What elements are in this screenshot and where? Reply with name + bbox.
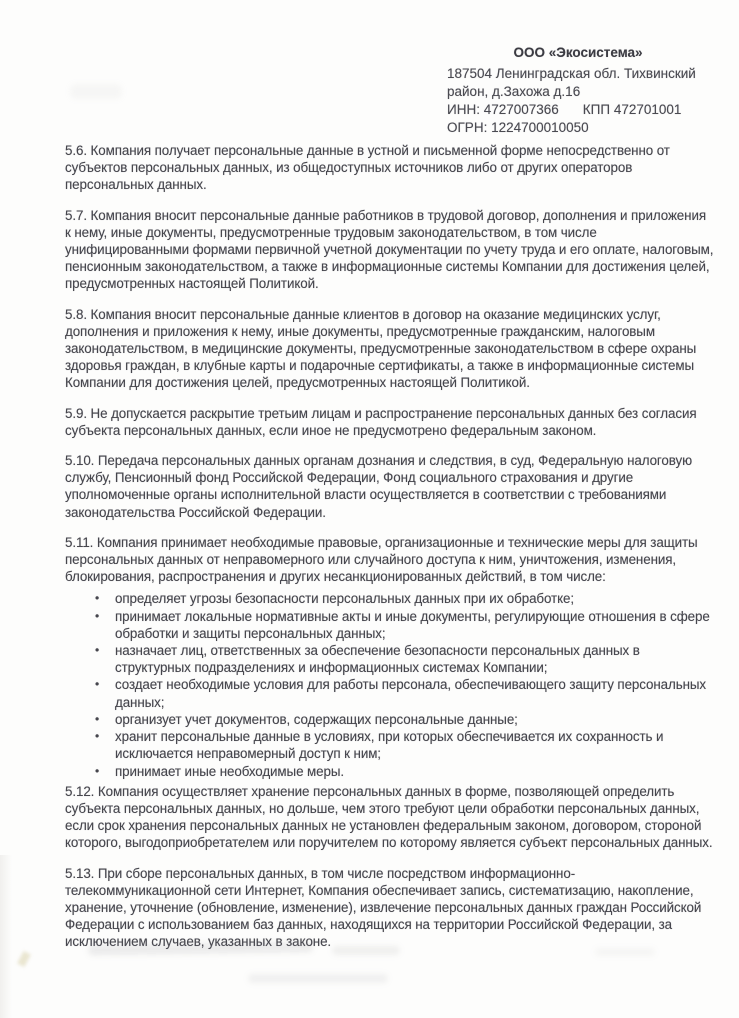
bullet-icon: • [95,677,100,692]
list-item [65,590,715,607]
company-inn: ИНН: 4727007366 [447,102,559,117]
protection-measures-list [65,590,715,779]
list-item [65,728,715,762]
scan-mark-artifact [17,951,31,967]
paragraph-5-13: 5.13. При сборе персональных данных, в том числе посредством информационно-телекоммуникационной сети Интернет, Компания обеспечивает запись, систематизацию, накопление, хранение, уточнение (обновление, изменение), извлечение персональных данных граждан Российской Федерации с использованием баз данных, находящихся на территории Российской Федерации, за исключением случаев, указанных в законе. [65,865,702,950]
list-item [65,763,715,780]
list-item [65,711,715,728]
bullet-icon: • [95,608,100,623]
company-inn-kpp-row [447,101,709,119]
list-item-text: организует учет документов, содержащих персональные данные; [115,711,518,727]
paragraph-5-10: 5.10. Передача персональных данных органам дознания и следствия, в суд, Федеральную налоговую службу, Пенсионный фонд Российской Федерации, Фонд социального страхования и другие уполномоченные органы исполнительной власти осуществляется в соответствии с требованиями законодательства Российской Федерации. [65,453,693,520]
scan-smudge-artifact [70,84,122,99]
scan-edge-shadow [0,855,12,1018]
list-item [65,676,715,710]
paragraph-5-12: 5.12. Компания осуществляет хранение персональных данных в форме, позволяющей определить субъекта персональных данных, но дольше, чем этого требуют цели обработки персональных данных, если срок хранения персональных данных не установлен федеральным законом, договором, стороной которого, выгодоприобретателем или поручителем по которому является субъект персональных данных. [65,783,713,851]
list-item [65,608,715,642]
bullet-icon: • [95,643,100,658]
paragraph-5-6: 5.6. Компания получает персональные данные в устной и письменной форме непосредственно от субъектов персональных данных, из общедоступных источников либо от других операторов персональных данных. [65,143,670,193]
list-item [65,642,715,676]
paragraph-5-7: 5.7. Компания вносит персональные данные работников в трудовой договор, дополнения и приложения к нему, иные документы, предусмотренные трудовым законодательством, в том числе унифицированными формами первичной учетной документации по учету труда и его оплате, налоговым, пенсионным законодательством, а также в информационные системы Компании для достижения целей, предусмотренных настоящей Политикой. [65,207,714,292]
company-kpp: КПП 472701001 [582,102,682,117]
bullet-icon: • [95,729,100,744]
bullet-icon: • [95,591,100,606]
list-item-text: создает необходимые условия для работы персонала, обеспечивающего защиту персональных данных; [115,677,707,710]
bullet-icon: • [95,763,100,778]
list-item-text: определяет угрозы безопасности персональных данных при их обработке; [115,591,574,607]
paragraph-5-9: 5.9. Не допускается раскрытие третьим лицам и распространение персональных данных без согласия субъекта персональных данных, если иное не предусмотрено федеральным законом. [65,405,697,438]
company-ogrn: ОГРН: 1224700010050 [447,120,589,135]
list-item-text: принимает локальные нормативные акты и иные документы, регулирующие отношения в сфере обработки и защиты персональных данных; [115,608,710,641]
list-item-text: хранит персональные данные в условиях, при которых обеспечивается их сохранность и исключается неправомерный доступ к ним; [115,729,664,762]
company-address-line2: район, д.Захожа д.16 [447,84,581,99]
company-header [447,44,709,137]
list-item-text: принимает иные необходимые меры. [115,763,344,779]
bullet-icon: • [95,711,100,726]
company-address-line1: 187504 Ленинградская обл. Тихвинский [447,66,696,81]
paragraph-5-11: 5.11. Компания принимает необходимые правовые, организационные и технические меры для защиты персональных данных от неправомерного или случайного доступа к ним, уничтожения, изменения, блокирования, распространения и других несанкционированных действий, в том числе: [65,534,698,585]
company-name: ООО «Экосистема» [513,45,643,60]
paragraph-5-8: 5.8. Компания вносит персональные данные клиентов в договор на оказание медицинских услуг, дополнения и приложения к нему, иные документы, предусмотренные гражданским, налоговым законодательством, в медицинские документы, предусмотренные законодательством в сфере охраны здоровья граждан, в клубные карты и подарочные сертификаты, а также в информационные системы Компании для достижения целей, предусмотренных настоящей Политикой. [65,306,697,391]
list-item-text: назначает лиц, ответственных за обеспечение безопасности персональных данных в структурных подразделениях и информационных системах Компании; [115,643,640,676]
policy-body [65,142,715,964]
scan-bleedthrough-artifact [248,974,388,983]
